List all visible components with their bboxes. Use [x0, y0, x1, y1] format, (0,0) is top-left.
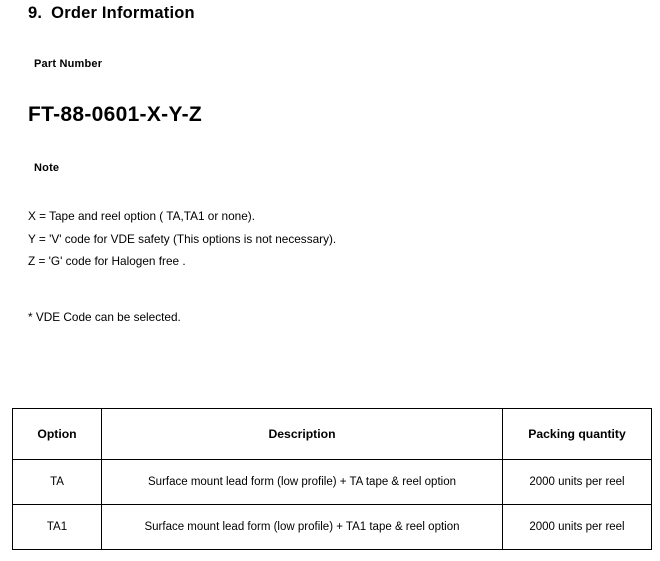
note-line: X = Tape and reel option ( TA,TA1 or none). [28, 209, 256, 223]
note-label: Note [34, 162, 60, 174]
cell-packing-quantity: 2000 units per reel [503, 460, 652, 505]
note-line: Z = 'G' code for Halogen free . [28, 254, 186, 268]
column-header-description: Description [102, 409, 503, 460]
cell-packing-quantity: 2000 units per reel [503, 505, 652, 550]
table-row [13, 460, 652, 505]
table-row [13, 505, 652, 550]
cell-description: Surface mount lead form (low profile) + TA1 tape & reel option [102, 505, 503, 550]
note-footnote: * VDE Code can be selected. [28, 310, 181, 324]
part-number-value: FT-88-0601-X-Y-Z [28, 103, 203, 126]
cell-option: TA1 [13, 505, 102, 550]
cell-option: TA [13, 460, 102, 505]
note-list [28, 205, 336, 273]
part-number-label: Part Number [34, 58, 103, 70]
cell-description: Surface mount lead form (low profile) + TA tape & reel option [102, 460, 503, 505]
column-header-packing-quantity: Packing quantity [503, 409, 652, 460]
section-title-text: Order Information [51, 4, 195, 22]
note-line: Y = 'V' code for VDE safety (This options is not necessary). [28, 231, 337, 246]
page-title [28, 4, 195, 23]
section-number: 9. [28, 4, 43, 22]
column-header-option: Option [13, 409, 102, 460]
table-header-row [13, 409, 652, 460]
option-table [12, 408, 652, 550]
